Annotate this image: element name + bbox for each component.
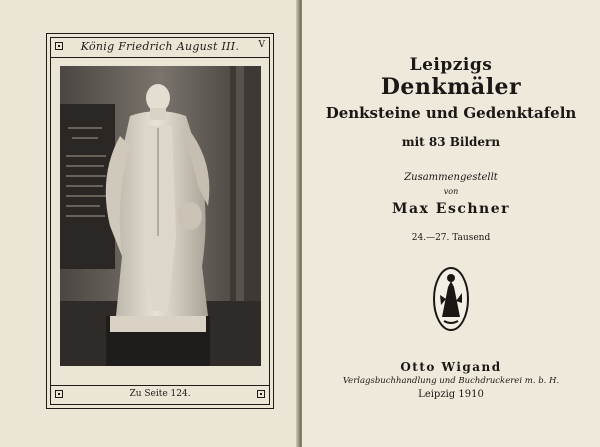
plate-header bbox=[51, 38, 269, 58]
title-line-2: Denkmäler bbox=[380, 74, 522, 100]
compiled-label: Zusammengestellt bbox=[404, 172, 498, 183]
illustration-count: mit 83 Bildern bbox=[401, 135, 501, 149]
ornament-box-icon bbox=[55, 42, 63, 50]
statue-illustration bbox=[60, 66, 261, 366]
plate-title: König Friedrich August III. bbox=[80, 40, 240, 53]
left-page bbox=[0, 0, 298, 447]
plate-number: V bbox=[258, 40, 265, 50]
publisher-detail: Verlagsbuchhandlung und Buchdruckerei m. b. H. bbox=[342, 376, 560, 386]
plate-frame bbox=[46, 33, 274, 409]
author-name: Max Eschner bbox=[391, 201, 510, 217]
by-label: von bbox=[443, 187, 459, 196]
publisher-name: Otto Wigand bbox=[400, 360, 502, 374]
subtitle: Denksteine und Gedenktafeln bbox=[325, 104, 577, 122]
plate-inner-frame bbox=[50, 37, 270, 405]
plate-caption: Zu Seite 124. bbox=[129, 389, 191, 399]
plate-footer bbox=[51, 385, 269, 404]
right-page bbox=[302, 0, 600, 447]
ornament-box-icon bbox=[257, 390, 265, 398]
place-year: Leipzig 1910 bbox=[418, 389, 484, 400]
edition-note: 24.—27. Tausend bbox=[411, 233, 491, 243]
statue-photo bbox=[60, 66, 261, 366]
publisher-emblem-icon bbox=[432, 265, 470, 333]
title-line-1: Leipzigs bbox=[409, 55, 493, 75]
